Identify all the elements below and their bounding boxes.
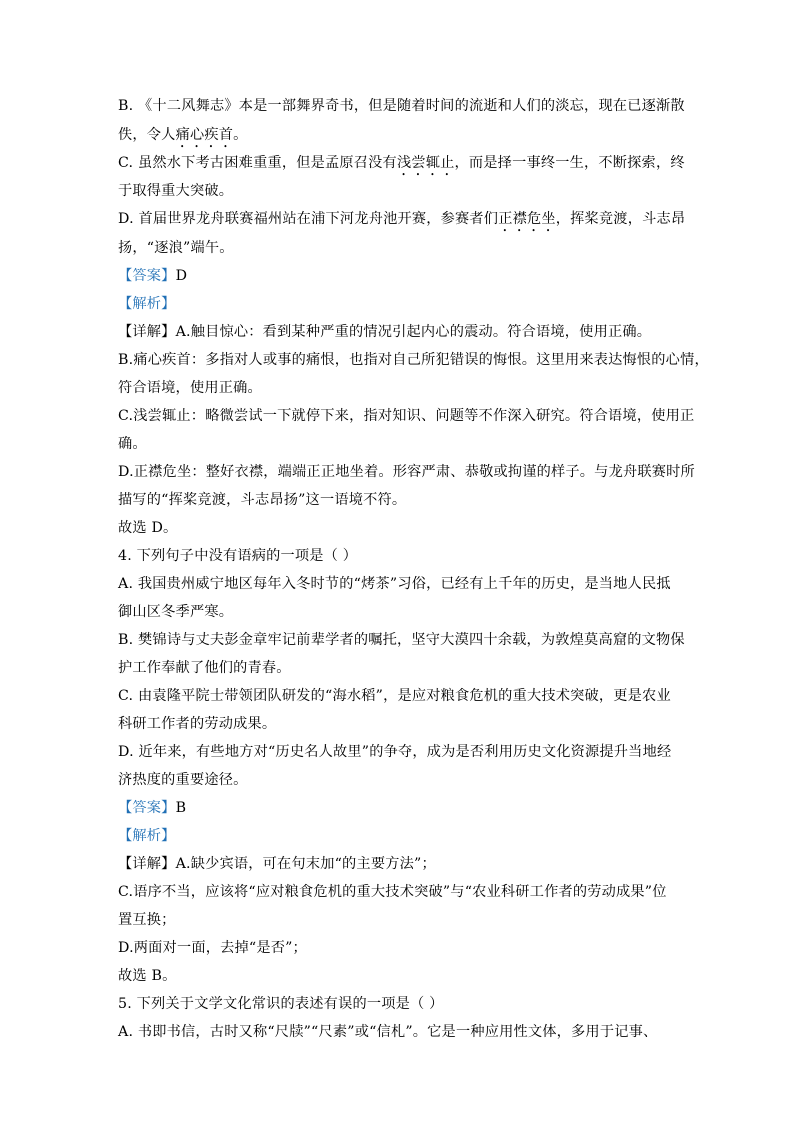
q4-option-d-line1: D. 近年来，有些地方对“历史名人故里”的争夺，成为是否利用历史文化资源提升当地经 <box>118 744 672 760</box>
q5-stem: 5. 下列关于文学文化常识的表述有误的一项是（ ） <box>118 996 444 1012</box>
q4-detail-c-line2: 置互换； <box>118 912 176 928</box>
detail-text: A.缺少宾语，可在句末加“的主要方法”； <box>175 856 436 872</box>
emphasized-idiom: 正襟危坐 <box>498 211 556 227</box>
q3-conclusion: 故选 D。 <box>118 520 178 536</box>
answer-value: D <box>175 268 188 284</box>
emphasized-idiom: 浅尝辄止 <box>396 155 455 171</box>
q4-detail-a <box>118 854 436 874</box>
text-segment: 。 <box>233 127 248 143</box>
q3-analysis-heading <box>118 294 176 314</box>
answer-tag: 【答案】 <box>118 268 176 284</box>
q4-stem: 4. 下列句子中没有语病的一项是（ ） <box>118 548 358 564</box>
detail-tag: 【详解】 <box>118 856 176 872</box>
q4-conclusion: 故选 B。 <box>118 968 177 984</box>
q3-option-c-line2: 于取得重大突破。 <box>118 183 234 199</box>
analysis-tag: 【解析】 <box>118 296 176 312</box>
q4-detail-d: D.两面对一面，去掉“是否”； <box>118 940 307 956</box>
q4-option-c-line2: 科研工作者的劳动成果。 <box>118 716 277 732</box>
q4-option-d-line2: 济热度的重要途径。 <box>118 772 248 788</box>
detail-tag: 【详解】 <box>118 324 176 340</box>
q3-answer <box>118 266 187 286</box>
q4-option-b-line2: 护工作奉献了他们的青春。 <box>118 660 291 676</box>
q3-option-d-line2: 扬，“逐浪”端午。 <box>118 240 234 256</box>
text-segment: 佚，令人 <box>118 127 176 143</box>
q4-detail-c-line1: C.语序不当，应该将“应对粮食危机的重大技术突破”与“农业科研工作者的劳动成果”位 <box>118 884 667 900</box>
q4-option-c-line1: C. 由袁隆平院士带领团队研发的“海水稻”，是应对粮食危机的重大技术突破，更是农业 <box>118 688 671 704</box>
q4-answer <box>118 798 186 818</box>
q5-option-a-line1: A. 书即书信，古时又称“尺牍”“尺素”或“信札”。它是一种应用性文体，多用于记事、 <box>118 1024 658 1040</box>
q4-analysis-heading <box>118 826 176 846</box>
q3-detail-c-line2: 确。 <box>118 436 147 452</box>
answer-tag: 【答案】 <box>118 800 176 816</box>
q3-detail-b-line2: 符合语境，使用正确。 <box>118 380 262 396</box>
text-segment: ，而是择一事终一生，不断探索，终 <box>454 155 685 171</box>
q3-detail-a <box>118 322 651 342</box>
answer-value: B <box>175 800 187 816</box>
q3-detail-c-line1: C.浅尝辄止：略微尝试一下就停下来，指对知识、问题等不作深入研究。符合语境，使用正 <box>118 408 695 424</box>
text-segment: C. 虽然水下考古困难重重，但是孟原召没有 <box>118 155 397 171</box>
detail-text: A.触目惊心：看到某种严重的情况引起内心的震动。符合语境，使用正确。 <box>175 324 652 340</box>
analysis-tag: 【解析】 <box>118 828 176 844</box>
q3-option-b-line1: B. 《十二风舞志》本是一部舞界奇书，但是随着时间的流逝和人们的淡忘，现在已逐渐散 <box>118 98 685 114</box>
q3-detail-d-line2: 描写的“挥桨竞渡，斗志昂扬”这一语境不符。 <box>118 492 407 508</box>
q3-option-b-line2 <box>118 125 248 151</box>
q4-option-a-line2: 御山区冬季严寒。 <box>118 604 234 620</box>
q3-detail-b-line1: B.痛心疾首：多指对人或事的痛恨，也指对自己所犯错误的悔恨。这里用来表达悔恨的心情， <box>118 352 709 368</box>
q4-option-b-line1: B. 樊锦诗与丈夫彭金章牢记前辈学者的嘱托，坚守大漠四十余载，为敦煌莫高窟的文物保 <box>118 632 685 648</box>
q4-option-a-line1: A. 我国贵州威宁地区每年入冬时节的“烤茶”习俗，已经有上千年的历史，是当地人民抵 <box>118 576 671 592</box>
q3-option-d-line1 <box>118 209 685 235</box>
emphasized-idiom: 痛心疾首 <box>175 127 234 143</box>
q3-option-c-line1 <box>118 153 685 179</box>
text-segment: ，挥桨竞渡，斗志昂 <box>555 211 686 227</box>
text-segment: D. 首届世界龙舟联赛福州站在浦下河龙舟池开赛，参赛者们 <box>118 211 499 227</box>
q3-detail-d-line1: D.正襟危坐：整好衣襟，端端正正地坐着。形容严肃、恭敬或拘谨的样子。与龙舟联赛时所 <box>118 464 695 480</box>
